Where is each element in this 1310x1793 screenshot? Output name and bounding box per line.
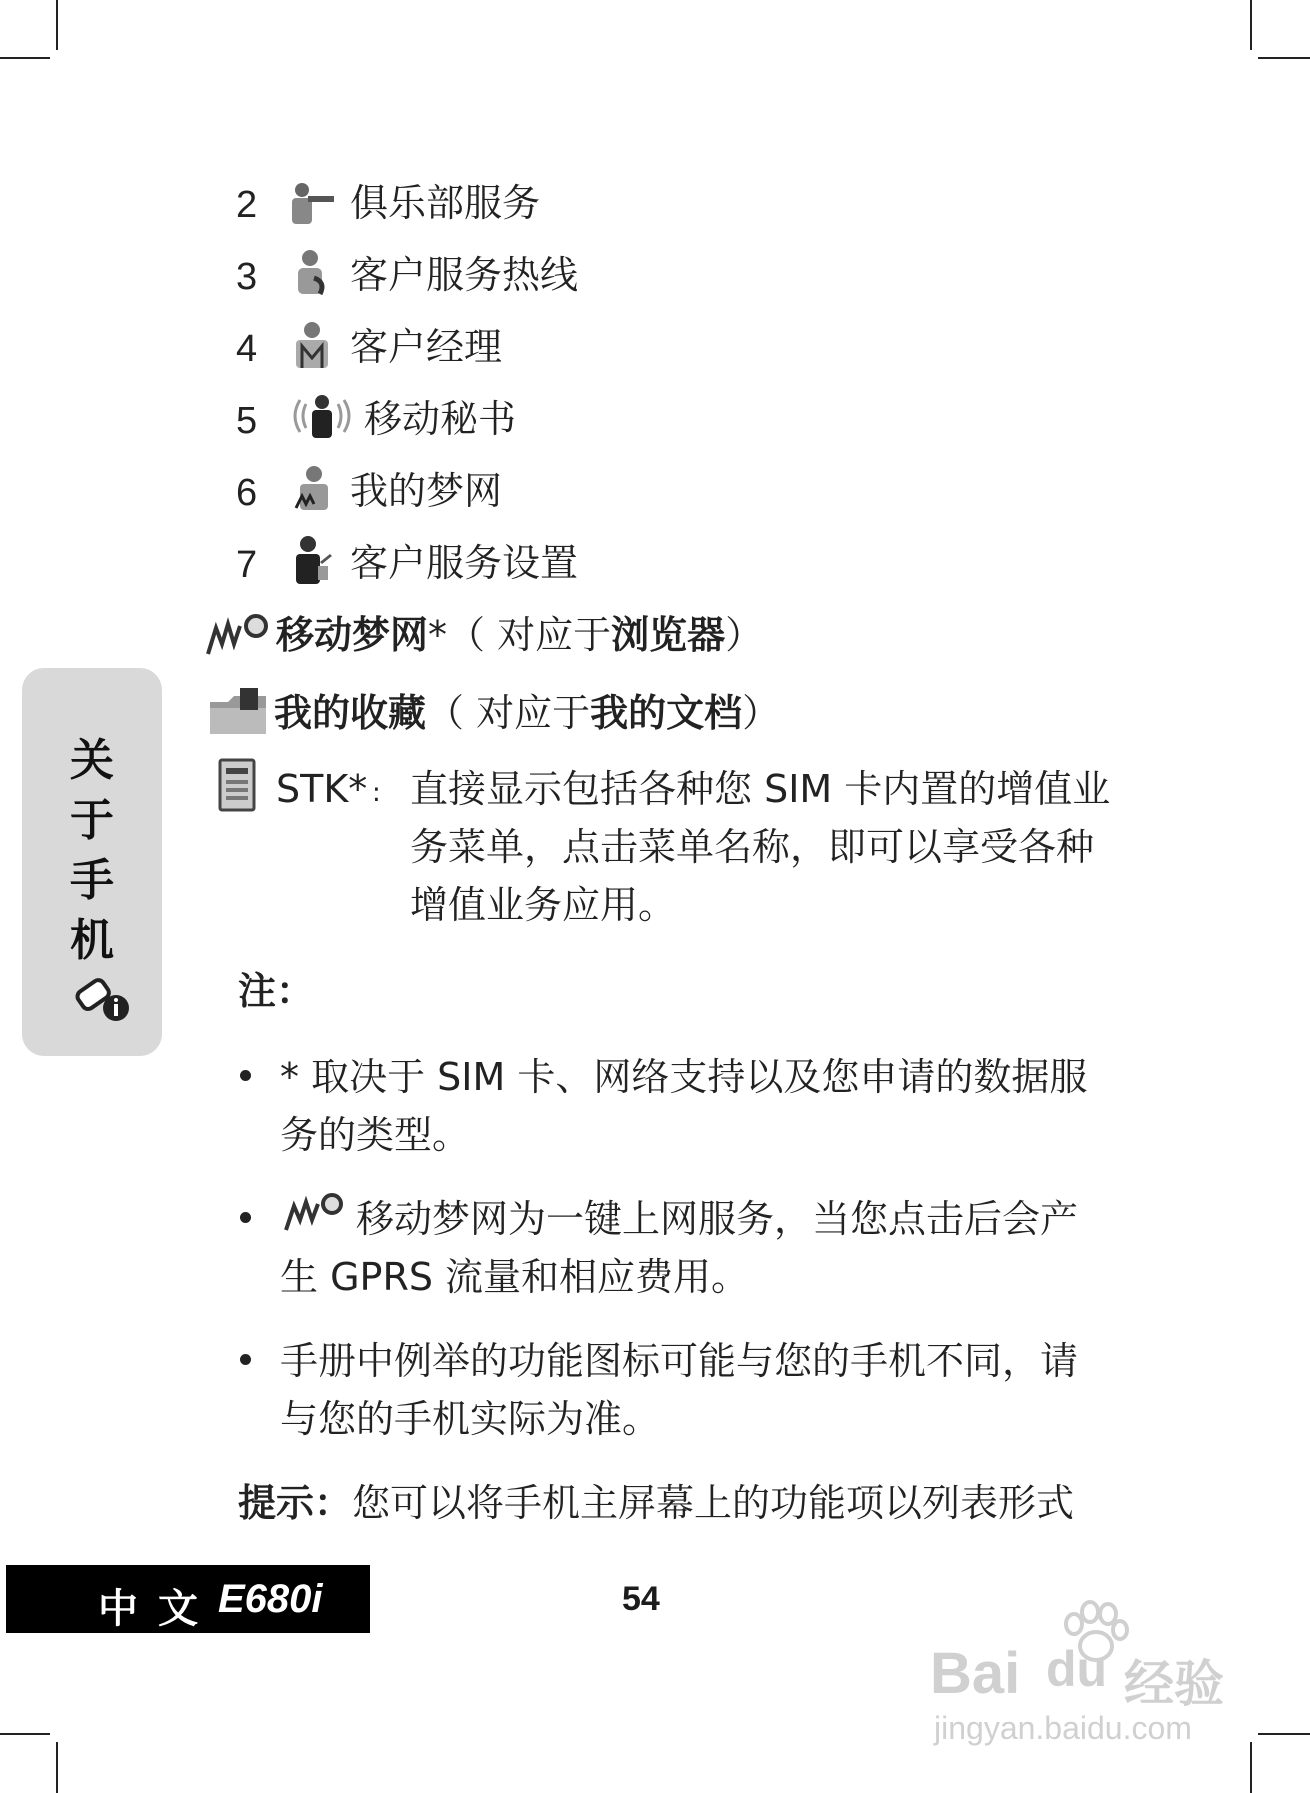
watermark-brand2: du [1046, 1641, 1108, 1697]
favorites-target: 我的文档 [590, 691, 743, 735]
side-tab-char: 手 [70, 855, 114, 906]
manager-icon [290, 320, 334, 370]
monternet-icon [204, 610, 274, 658]
monternet-paren-close: ） [725, 613, 764, 657]
stk-desc-line: 增值业务应用。 [410, 883, 677, 927]
favorites-paren-open: （ 对应于 [426, 691, 591, 735]
tip-line [238, 1481, 1075, 1525]
monternet-paren-open: （ 对应于 [447, 613, 612, 657]
bullet-dot [240, 1212, 251, 1223]
crop-mark [0, 1733, 50, 1735]
note-bullet-line: 手册中例举的功能图标可能与您的手机不同，请 [280, 1339, 1079, 1383]
menu-item-number: 4 [236, 328, 258, 370]
stk-desc-line: 务菜单，点击菜单名称，即可以享受各种 [410, 825, 1095, 869]
phone-info-icon [74, 970, 134, 1026]
favorites-line [274, 691, 781, 735]
footer-lang-char: 中 [98, 1587, 138, 1631]
monternet-name: 移动梦网 [276, 613, 429, 657]
monternet-target: 浏览器 [611, 613, 726, 657]
side-tab-char: 关 [70, 735, 114, 786]
crop-mark [1258, 1733, 1310, 1735]
monternet-line [276, 613, 764, 657]
crop-mark [1250, 0, 1252, 50]
note-bullet-line: 生 GPRS 流量和相应费用。 [280, 1255, 750, 1299]
menu-item-label: 客户经理 [350, 325, 503, 369]
club-icon [286, 180, 336, 226]
footer-model-bar [6, 1565, 370, 1633]
menu-item-label: 客户服务热线 [350, 253, 579, 297]
watermark-brand: Bai [930, 1641, 1021, 1706]
favorites-name: 我的收藏 [274, 691, 427, 735]
footer-lang-char: 文 [158, 1587, 198, 1631]
bullet-dot [240, 1070, 251, 1081]
menu-item-number: 5 [236, 400, 258, 442]
watermark-url: jingyan.baidu.com [934, 1710, 1192, 1746]
monternet-user-icon [290, 464, 334, 512]
crop-mark [56, 0, 58, 50]
crop-mark [56, 1742, 58, 1793]
menu-item-number: 3 [236, 256, 258, 298]
menu-item-number: 7 [236, 544, 258, 586]
secretary-icon [290, 392, 354, 440]
watermark-cn: 经验 [1124, 1656, 1224, 1712]
crop-mark [0, 57, 50, 59]
note-bullet-line: * 取决于 SIM 卡、网络支持以及您申请的数据服 [280, 1055, 1088, 1099]
stk-desc-line: 直接显示包括各种您 SIM 卡内置的增值业 [410, 767, 1111, 811]
settings-user-icon [290, 534, 334, 586]
page-number: 54 [622, 1580, 660, 1618]
menu-item-label: 移动秘书 [364, 397, 517, 441]
favorites-folder-icon [206, 682, 272, 736]
note-bullet-line: 移动梦网为一键上网服务，当您点击后会产 [356, 1197, 1079, 1241]
hotline-icon [290, 248, 334, 296]
note-bullet-line: 务的类型。 [280, 1113, 471, 1157]
stk-colon: : [372, 778, 381, 808]
menu-item-label: 客户服务设置 [350, 541, 579, 585]
note-bullet-line: 与您的手机实际为准。 [280, 1397, 661, 1441]
tip-text: 您可以将手机主屏幕上的功能项以列表形式 [352, 1481, 1075, 1525]
bullet-dot [240, 1354, 251, 1365]
menu-item-number: 2 [236, 184, 258, 226]
tip-title: 提示： [238, 1481, 353, 1525]
favorites-paren-close: ） [742, 691, 781, 735]
note-title: 注： [238, 969, 315, 1013]
menu-item-number: 6 [236, 472, 258, 514]
side-tab-char: 于 [70, 795, 114, 846]
side-tab-char: 机 [70, 915, 114, 966]
menu-item-label: 俱乐部服务 [350, 181, 541, 225]
monternet-icon [282, 1190, 346, 1234]
crop-mark [1258, 57, 1310, 59]
menu-item-label: 我的梦网 [350, 469, 503, 513]
stk-label: STK* [276, 767, 368, 811]
monternet-star: * [428, 613, 448, 657]
footer-model: E680i [218, 1577, 323, 1621]
crop-mark [1250, 1742, 1252, 1793]
sim-card-icon [218, 758, 256, 812]
chapter-side-tab [22, 668, 162, 1056]
